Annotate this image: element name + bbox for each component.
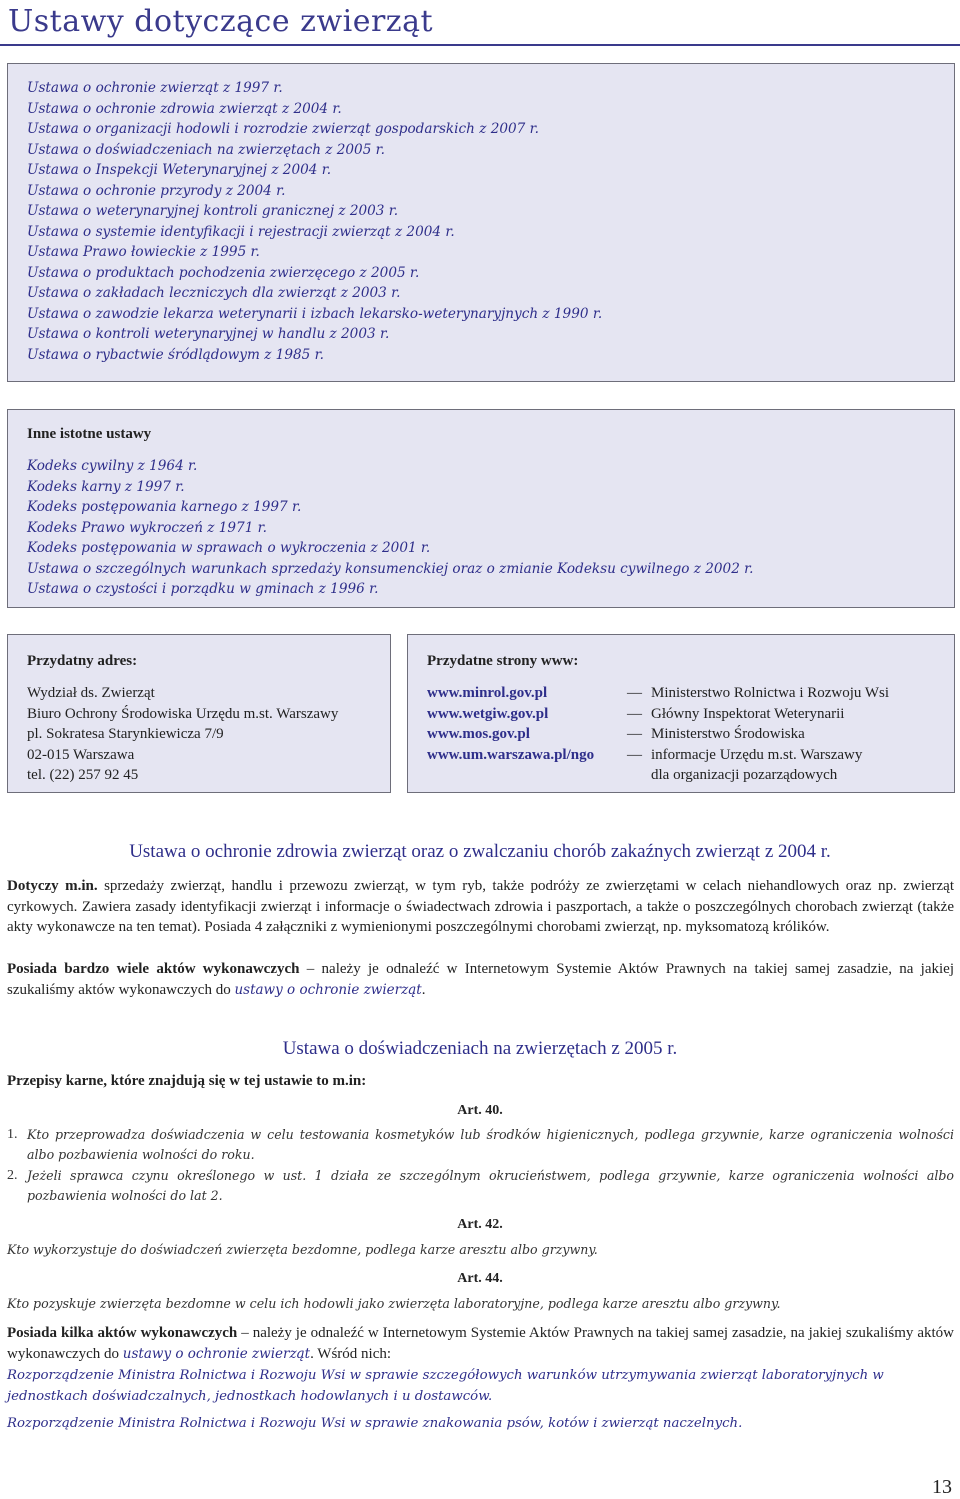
phone-number: tel. (22) 257 92 45 (27, 767, 139, 783)
paragraph-lead: Dotyczy m.in. (7, 878, 98, 894)
animal-laws-list (27, 78, 954, 365)
paragraph-text: – należy je odnaleźć w Internetowym Systemie Aktów Prawnych na takiej samej zasadzie, na jakiej szukaliśmy aktów wykonawczych do (7, 961, 954, 998)
article-44-title: Art. 44. (457, 1271, 503, 1286)
law-item: Ustawa Prawo łowieckie z 1995 r. (27, 244, 260, 260)
website-link[interactable]: www.mos.gov.pl (427, 726, 530, 742)
section-paragraph (7, 959, 954, 1000)
law-item: Kodeks postępowania w sprawach o wykroczenia z 2001 r. (27, 540, 431, 556)
address-box (7, 634, 391, 793)
article-42-text: Kto wykorzystuje do doświadczeń zwierzęta bezdomne, podlega karze aresztu albo grzywny. (7, 1242, 598, 1257)
website-link[interactable]: www.minrol.gov.pl (427, 685, 548, 701)
article-44-text: Kto pozyskuje zwierzęta bezdomne w celu ich hodowli jako zwierzęta laboratoryjne, podlega karze aresztu albo grzywny. (7, 1296, 781, 1311)
website-description: Ministerstwo Rolnictwa i Rozwoju Wsi (651, 685, 890, 701)
website-description: Ministerstwo Środowiska (651, 726, 805, 742)
dash-separator: — (627, 705, 642, 722)
article-item (7, 1166, 954, 1206)
law-reference-link[interactable]: ustawy o ochronie zwierząt (234, 981, 422, 998)
paragraph-text: sprzedaży zwierząt, handlu i przewozu zwierząt, w tym ryb, także podróży ze zwierzętami w celach niehandlowych oraz np. zwierząt cyrkowych. Zawiera zasady identyfikacji zwierząt i informacje o świadectwach zdrowia i paszportach, a także o poszczególnych chorobach zwierząt (także akty wykonawcze na ten temat). Posiada 4 załączniki z wymienionymi poszczególnymi chorobami zwierząt, np. myksomatozą królików. (7, 878, 954, 935)
section-title-animal-experiments: Ustawa o doświadczeniach na zwierzętach z 2005 r. (282, 1038, 678, 1059)
address-line: pl. Sokratesa Starynkiewicza 7/9 (27, 726, 224, 742)
section-paragraph (7, 876, 954, 938)
website-description-continued: dla organizacji pozarządowych (651, 767, 838, 783)
paragraph-text: – należy je odnaleźć w Internetowym Systemie Aktów Prawnych na takiej samej zasadzie, na jakiej szukaliśmy aktów wykonawczych do (7, 1325, 954, 1362)
address-line: 02-015 Warszawa (27, 746, 135, 763)
address-heading: Przydatny adres: (27, 653, 138, 669)
law-item: Ustawa o produktach pochodzenia zwierzęcego z 2005 r. (27, 264, 420, 281)
dash-separator: — (627, 685, 642, 701)
item-text: Jeżeli sprawca czynu określonego w ust. 1 działa ze szczególnym okrucieństwem, podlega grzywnie, karze ograniczenia wolności albo pozbawienia wolności do lat 2. (27, 1168, 954, 1203)
law-item: Ustawa o doświadczeniach na zwierzętach z 2005 r. (27, 141, 385, 158)
item-text: Kto przeprowadza doświadczenia w celu testowania kosmetyków lub środków higienicznych, podlega grzywnie, karze ograniczenia wolności albo pozbawienia wolności do roku. (27, 1127, 954, 1162)
law-item: Ustawa o rybactwie śródlądowym z 1985 r. (27, 346, 324, 363)
animal-laws-box (7, 63, 955, 382)
website-row (427, 724, 954, 745)
law-item: Ustawa o organizacji hodowli i rozrodzie zwierząt gospodarskich z 2007 r. (27, 121, 539, 137)
regulation-link[interactable]: Rozporządzenie Ministra Rolnictwa i Rozwoju Wsi w sprawie znakowania psów, kotów i zwierząt naczelnych. (7, 1416, 743, 1431)
law-item: Ustawa o czystości i porządku w gminach z 1996 r. (27, 581, 379, 597)
law-reference-link[interactable]: ustawy o ochronie zwierząt (122, 1345, 311, 1362)
law-item: Ustawa o ochronie przyrody z 2004 r. (27, 182, 286, 199)
address-line: Biuro Ochrony Środowiska Urzędu m.st. Warszawy (27, 705, 339, 722)
other-laws-list (27, 456, 954, 600)
section-title-animal-health: Ustawa o ochronie zdrowia zwierząt oraz o zwalczaniu chorób zakaźnych zwierząt z 2004 r. (129, 841, 831, 862)
regulation-link[interactable]: Rozporządzenie Ministra Rolnictwa i Rozwoju Wsi w sprawie szczegółowych warunków utrzymywania zwierząt laboratoryjnych w jednostkach doświadczalnych, jednostkach hodowlanych i u dostawców. (7, 1368, 884, 1404)
law-item: Ustawa o ochronie zwierząt z 1997 r. (27, 80, 283, 96)
dash-separator: — (627, 746, 642, 763)
website-description: informacje Urzędu m.st. Warszawy (651, 746, 863, 763)
penal-provisions-heading: Przepisy karne, które znajdują się w tej ustawie to m.in: (7, 1073, 367, 1089)
law-item: Ustawa o kontroli weterynaryjnej w handlu z 2003 r. (27, 326, 390, 342)
article-40-title: Art. 40. (457, 1103, 503, 1118)
websites-heading: Przydatne strony www: (427, 653, 579, 669)
item-number: 1. (7, 1127, 18, 1142)
website-link[interactable]: www.wetgiw.gov.pl (427, 705, 549, 722)
title-divider (0, 44, 960, 46)
section-paragraph (7, 1323, 954, 1364)
other-laws-box (7, 409, 955, 608)
page-number: 13 (932, 1476, 952, 1498)
other-laws-heading: Inne istotne ustawy (27, 426, 152, 442)
law-item: Kodeks karny z 1997 r. (27, 478, 185, 495)
law-item: Ustawa o zakładach leczniczych dla zwierząt z 2003 r. (27, 285, 401, 301)
paragraph-text: . Wśród nich: (310, 1345, 392, 1362)
websites-box (407, 634, 955, 793)
address-line: Wydział ds. Zwierząt (27, 685, 155, 701)
law-item: Kodeks Prawo wykroczeń z 1971 r. (27, 519, 268, 536)
paragraph-text: . (421, 981, 426, 998)
page-title: Ustawy dotyczące zwierząt (8, 4, 434, 39)
law-item: Ustawa o weterynaryjnej kontroli granicznej z 2003 r. (27, 203, 399, 219)
article-42-title: Art. 42. (457, 1217, 503, 1232)
law-item: Ustawa o zawodzie lekarza weterynarii i izbach lekarsko-weterynaryjnych z 1990 r. (27, 305, 603, 322)
law-item: Ustawa o systemie identyfikacji i rejestracji zwierząt z 2004 r. (27, 223, 455, 240)
law-item: Ustawa o Inspekcji Weterynaryjnej z 2004 r. (27, 162, 332, 178)
paragraph-lead: Posiada kilka aktów wykonawczych (7, 1325, 238, 1341)
website-description: Główny Inspektorat Weterynarii (651, 705, 845, 722)
website-row (427, 745, 954, 766)
website-row (427, 704, 954, 725)
paragraph-lead: Posiada bardzo wiele aktów wykonawczych (7, 961, 300, 977)
item-number: 2. (7, 1168, 18, 1183)
article-item (7, 1125, 954, 1165)
website-link[interactable]: www.um.warszawa.pl/ngo (427, 746, 595, 763)
law-item: Kodeks cywilny z 1964 r. (27, 458, 198, 474)
law-item: Ustawa o ochronie zdrowia zwierząt z 2004 r. (27, 100, 342, 117)
website-row (427, 683, 954, 704)
dash-separator: — (627, 726, 642, 742)
law-item: Kodeks postępowania karnego z 1997 r. (27, 499, 302, 515)
law-item: Ustawa o szczególnych warunkach sprzedaży konsumenckiej oraz o zmianie Kodeksu cywilnego z 2002 r. (27, 560, 754, 577)
